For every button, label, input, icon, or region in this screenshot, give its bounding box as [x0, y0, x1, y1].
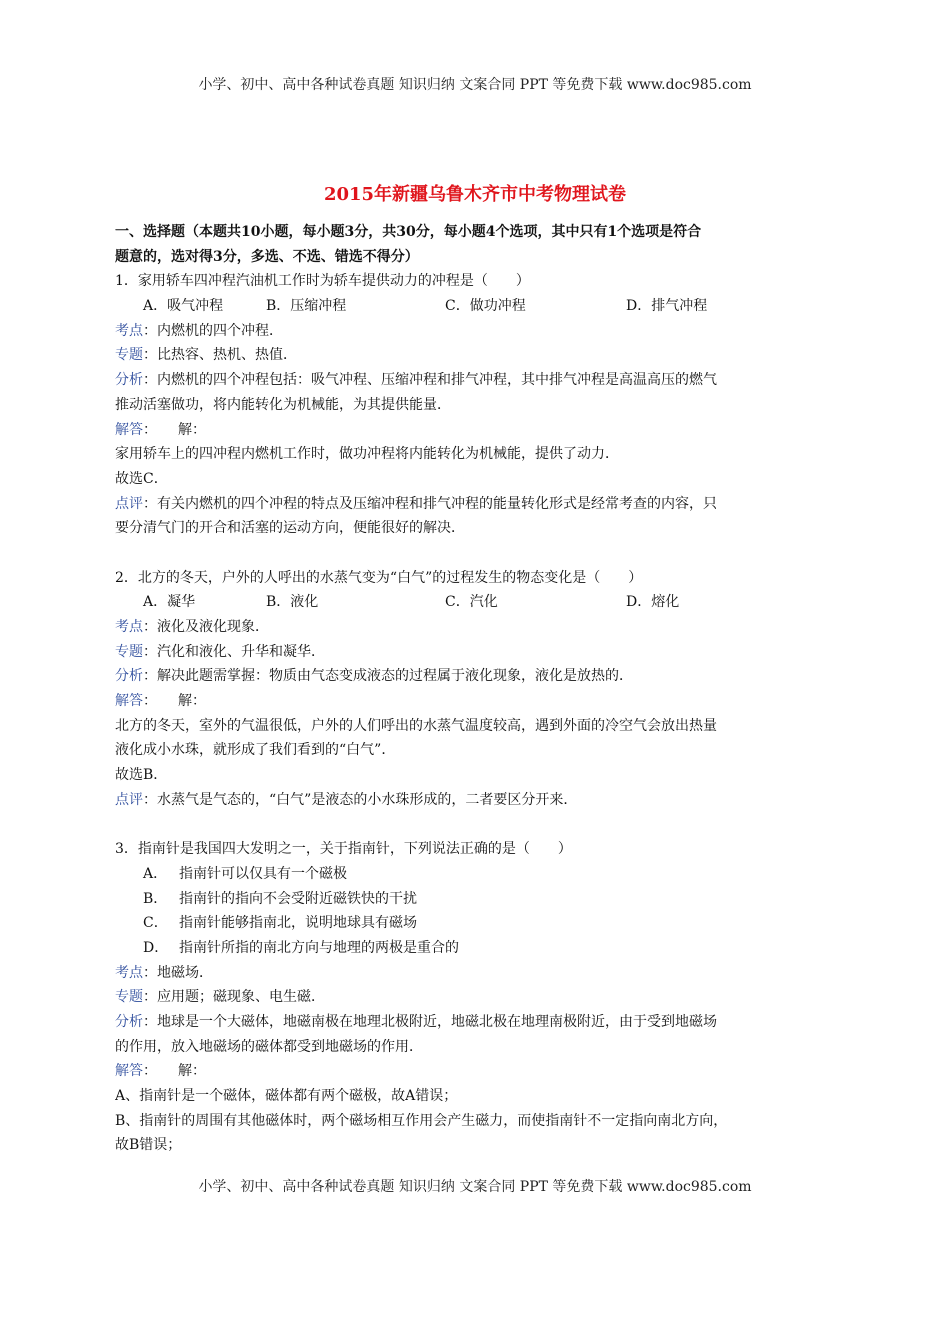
- q2-dianping: [115, 788, 837, 813]
- q2-jieda: [115, 689, 837, 714]
- q2-fenxi: [115, 664, 837, 689]
- q3-option-d-key: D．: [143, 939, 169, 956]
- dianping-label: 点评: [115, 791, 143, 808]
- q2-stem: 2．北方的冬天，户外的人呼出的水蒸气变为“白气”的过程发生的物态变化是（ ）: [115, 569, 643, 586]
- q1-dianping-text: ：有关内燃机的四个冲程的特点及压缩冲程和排气冲程的能量转化形式是经常考查的内容，只: [143, 495, 717, 512]
- jieda-label: 解答: [115, 1063, 143, 1080]
- q2-option-d: D．熔化: [626, 594, 680, 611]
- zhuanti-label: 专题: [115, 347, 143, 364]
- q2-answer-line-2: 液化成小水珠，就形成了我们看到的“白气”．: [115, 742, 396, 759]
- q3-jieda-text: ： 解：: [143, 1063, 206, 1080]
- q3-option-a-text: 指南针可以仅具有一个磁极: [179, 865, 347, 882]
- q3-stem: 3．指南针是我国四大发明之一，关于指南针，下列说法正确的是（ ）: [115, 841, 572, 858]
- q2-options: [115, 590, 837, 615]
- q2-jieda-text: ： 解：: [143, 693, 206, 710]
- q2-answer-line-3: 故选B．: [115, 767, 168, 784]
- q3-option-a-key: A．: [143, 865, 168, 882]
- q3-option-c: [115, 911, 837, 936]
- q3-fenxi-cont: 的作用，放入地磁场的磁体都受到地磁场的作用．: [115, 1038, 423, 1055]
- q3-answer-line-1: A、指南针是一个磁体，磁体都有两个磁极，故A错误；: [115, 1088, 458, 1105]
- q3-option-c-text: 指南针能够指南北，说明地球具有磁场: [179, 915, 417, 932]
- q3-option-d-text: 指南针所指的南北方向与地理的两极是重合的: [179, 939, 459, 956]
- section-heading-line-2: 题意的，选对得3分，多选、不选、错选不得分）: [115, 248, 419, 265]
- q3-option-b-text: 指南针的指向不会受附近磁铁快的干扰: [179, 890, 417, 907]
- q2-kaodian-text: ：液化及液化现象．: [143, 619, 269, 635]
- q3-fenxi: [115, 1010, 837, 1035]
- q2-dianping-text: ：水蒸气是气态的，“白气”是液态的小水珠形成的，二者要区分开来．: [143, 791, 578, 808]
- q3-option-b: [115, 887, 837, 912]
- kaodian-label: 考点: [115, 964, 143, 981]
- q2-zhuanti: [115, 640, 837, 665]
- q2-fenxi-text: ：解决此题需掌握：物质由气态变成液态的过程属于液化现象，液化是放热的．: [143, 668, 633, 685]
- q2-option-c: C．汽化: [445, 594, 498, 611]
- spacer: [115, 541, 837, 566]
- q1-dianping-cont: 要分清气门的开合和活塞的运动方向，便能很好的解决．: [115, 520, 465, 537]
- dianping-label: 点评: [115, 495, 143, 512]
- zhuanti-label: 专题: [115, 643, 143, 660]
- kaodian-label: 考点: [115, 322, 143, 339]
- section-heading-line-1: 一、选择题（本题共10小题，每小题3分，共30分，每小题4个选项，其中只有1个选项是符合: [115, 224, 702, 240]
- q2-zhuanti-text: ：汽化和液化、升华和凝华．: [143, 643, 325, 660]
- q1-fenxi-cont: 推动活塞做功，将内能转化为机械能，为其提供能量．: [115, 396, 451, 413]
- q1-fenxi-text: ：内燃机的四个冲程包括：吸气冲程、压缩冲程和排气冲程，其中排气冲程是高温高压的燃气: [143, 372, 717, 389]
- q1-jieda: [115, 418, 837, 443]
- q1-kaodian: [115, 319, 837, 344]
- q3-option-c-key: C．: [143, 915, 168, 932]
- q3-option-b-key: B．: [143, 890, 168, 907]
- jieda-label: 解答: [115, 421, 143, 438]
- q2-option-a: A．凝华: [143, 594, 196, 611]
- q1-option-a: A．吸气冲程: [143, 298, 224, 315]
- q3-answer-line-2: B、指南针的周围有其他磁体时，两个磁场相互作用会产生磁力，而使指南针不一定指向南北方向，: [115, 1112, 728, 1129]
- q1-zhuanti-text: ：比热容、热机、热值．: [143, 347, 297, 364]
- spacer: [115, 813, 837, 838]
- q3-jieda: [115, 1059, 837, 1084]
- q3-kaodian-text: ：地磁场．: [143, 964, 213, 981]
- q2-answer-line-1: 北方的冬天，室外的气温很低，户外的人们呼出的水蒸气温度较高，遇到外面的冷空气会放出热量: [115, 717, 717, 734]
- q1-zhuanti: [115, 343, 837, 368]
- document-body: [115, 220, 837, 1158]
- q1-answer-line-1: 家用轿车上的四冲程内燃机工作时，做功冲程将内能转化为机械能，提供了动力．: [115, 446, 619, 463]
- q3-kaodian: [115, 961, 837, 986]
- q2-option-b: B．液化: [266, 594, 319, 611]
- fenxi-label: 分析: [115, 668, 143, 685]
- q1-fenxi: [115, 368, 837, 393]
- fenxi-label: 分析: [115, 372, 143, 389]
- page-footer: 小学、初中、高中各种试卷真题 知识归纳 文案合同 PPT 等免费下载 www.doc985.com: [198, 1179, 752, 1195]
- q3-zhuanti: [115, 985, 837, 1010]
- q3-zhuanti-text: ：应用题；磁现象、电生磁．: [143, 989, 325, 1006]
- q3-option-d: [115, 936, 837, 961]
- zhuanti-label: 专题: [115, 989, 143, 1006]
- q1-answer-line-2: 故选C．: [115, 470, 168, 487]
- q3-answer-line-3: 故B错误；: [115, 1137, 182, 1154]
- kaodian-label: 考点: [115, 619, 143, 635]
- q1-kaodian-text: ：内燃机的四个冲程．: [143, 322, 283, 339]
- page-title: 2015年新疆乌鲁木齐市中考物理试卷: [323, 184, 627, 205]
- q3-fenxi-text: ：地球是一个大磁体，地磁南极在地理北极附近，地磁北极在地理南极附近，由于受到地磁场: [143, 1014, 717, 1030]
- q1-option-d: D．排气冲程: [626, 298, 708, 315]
- q1-option-b: B．压缩冲程: [266, 298, 347, 315]
- q1-jieda-text: ： 解：: [143, 421, 206, 438]
- q1-stem: 1．家用轿车四冲程汽油机工作时为轿车提供动力的冲程是（ ）: [115, 273, 530, 290]
- fenxi-label: 分析: [115, 1014, 143, 1030]
- page-header: 小学、初中、高中各种试卷真题 知识归纳 文案合同 PPT 等免费下载 www.doc985.com: [198, 77, 752, 93]
- jieda-label: 解答: [115, 693, 143, 710]
- q3-option-a: [115, 862, 837, 887]
- q1-options: [115, 294, 837, 319]
- q1-option-c: C．做功冲程: [445, 298, 526, 315]
- q1-dianping: [115, 492, 837, 517]
- q2-kaodian: [115, 615, 837, 640]
